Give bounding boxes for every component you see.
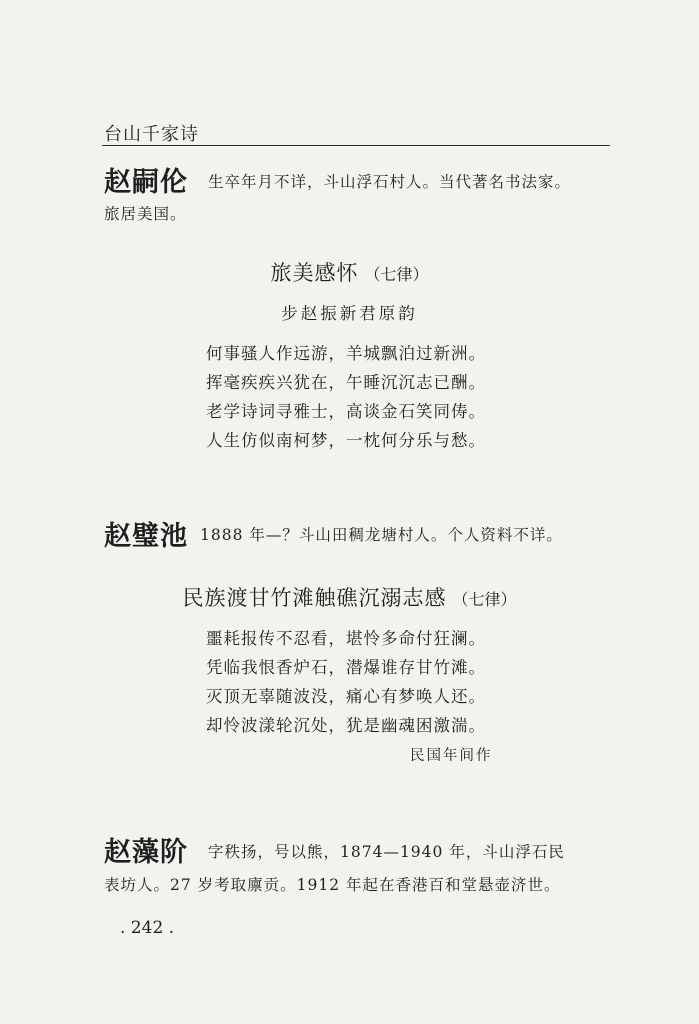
header-rule (102, 145, 610, 146)
running-head: 台山千家诗 (104, 124, 199, 145)
poem-title: 民族渡甘竹滩触礁沉溺志感 (182, 586, 447, 610)
poem-line: 挥毫疾疾兴犹在，午睡沉沉志已酬。 (206, 373, 486, 392)
author-bio-line: 旅居美国。 (104, 205, 187, 223)
poem-line: 人生仿似南柯梦，一枕何分乐与愁。 (206, 431, 486, 450)
author-bio-line: 表坊人。27 岁考取廪贡。1912 年起在香港百和堂悬壶济世。 (104, 876, 561, 894)
poem-subtitle: 步赵振新君原韵 (281, 304, 418, 323)
poem-line: 却怜波漾轮沉处，犹是幽魂困激湍。 (206, 716, 486, 735)
poem-title: 旅美感怀 (270, 261, 359, 285)
author-name: 赵藻阶 (104, 837, 188, 868)
poem-note: 民国年间作 (410, 748, 493, 764)
author-name: 赵璧池 (104, 521, 188, 552)
page-number: . 242 . (120, 918, 175, 938)
poem-line: 凭临我恨香炉石，潜爆谁存甘竹滩。 (206, 658, 486, 677)
author-bio-line: 生卒年月不详，斗山浮石村人。当代著名书法家。 (208, 173, 572, 191)
poem-line: 噩耗报传不忍看，堪怜多命付狂澜。 (206, 629, 486, 648)
author-bio-line: 字秩扬，号以熊，1874—1940 年，斗山浮石民 (208, 843, 565, 861)
author-name: 赵嗣伦 (104, 167, 188, 198)
poem-form: （七律） (452, 590, 517, 609)
poem-title-row (0, 257, 699, 287)
poem-title-row (0, 582, 699, 612)
poem-form: （七律） (364, 265, 429, 284)
poem-line: 老学诗词寻雅士，高谈金石笑同俦。 (206, 402, 486, 421)
poem-line: 何事骚人作远游，羊城飘泊过新洲。 (206, 344, 486, 363)
author-bio-line: 1888 年—？斗山田稠龙塘村人。个人资料不详。 (200, 526, 563, 544)
poem-line: 灭顶无辜随波没，痛心有梦唤人还。 (206, 687, 486, 706)
